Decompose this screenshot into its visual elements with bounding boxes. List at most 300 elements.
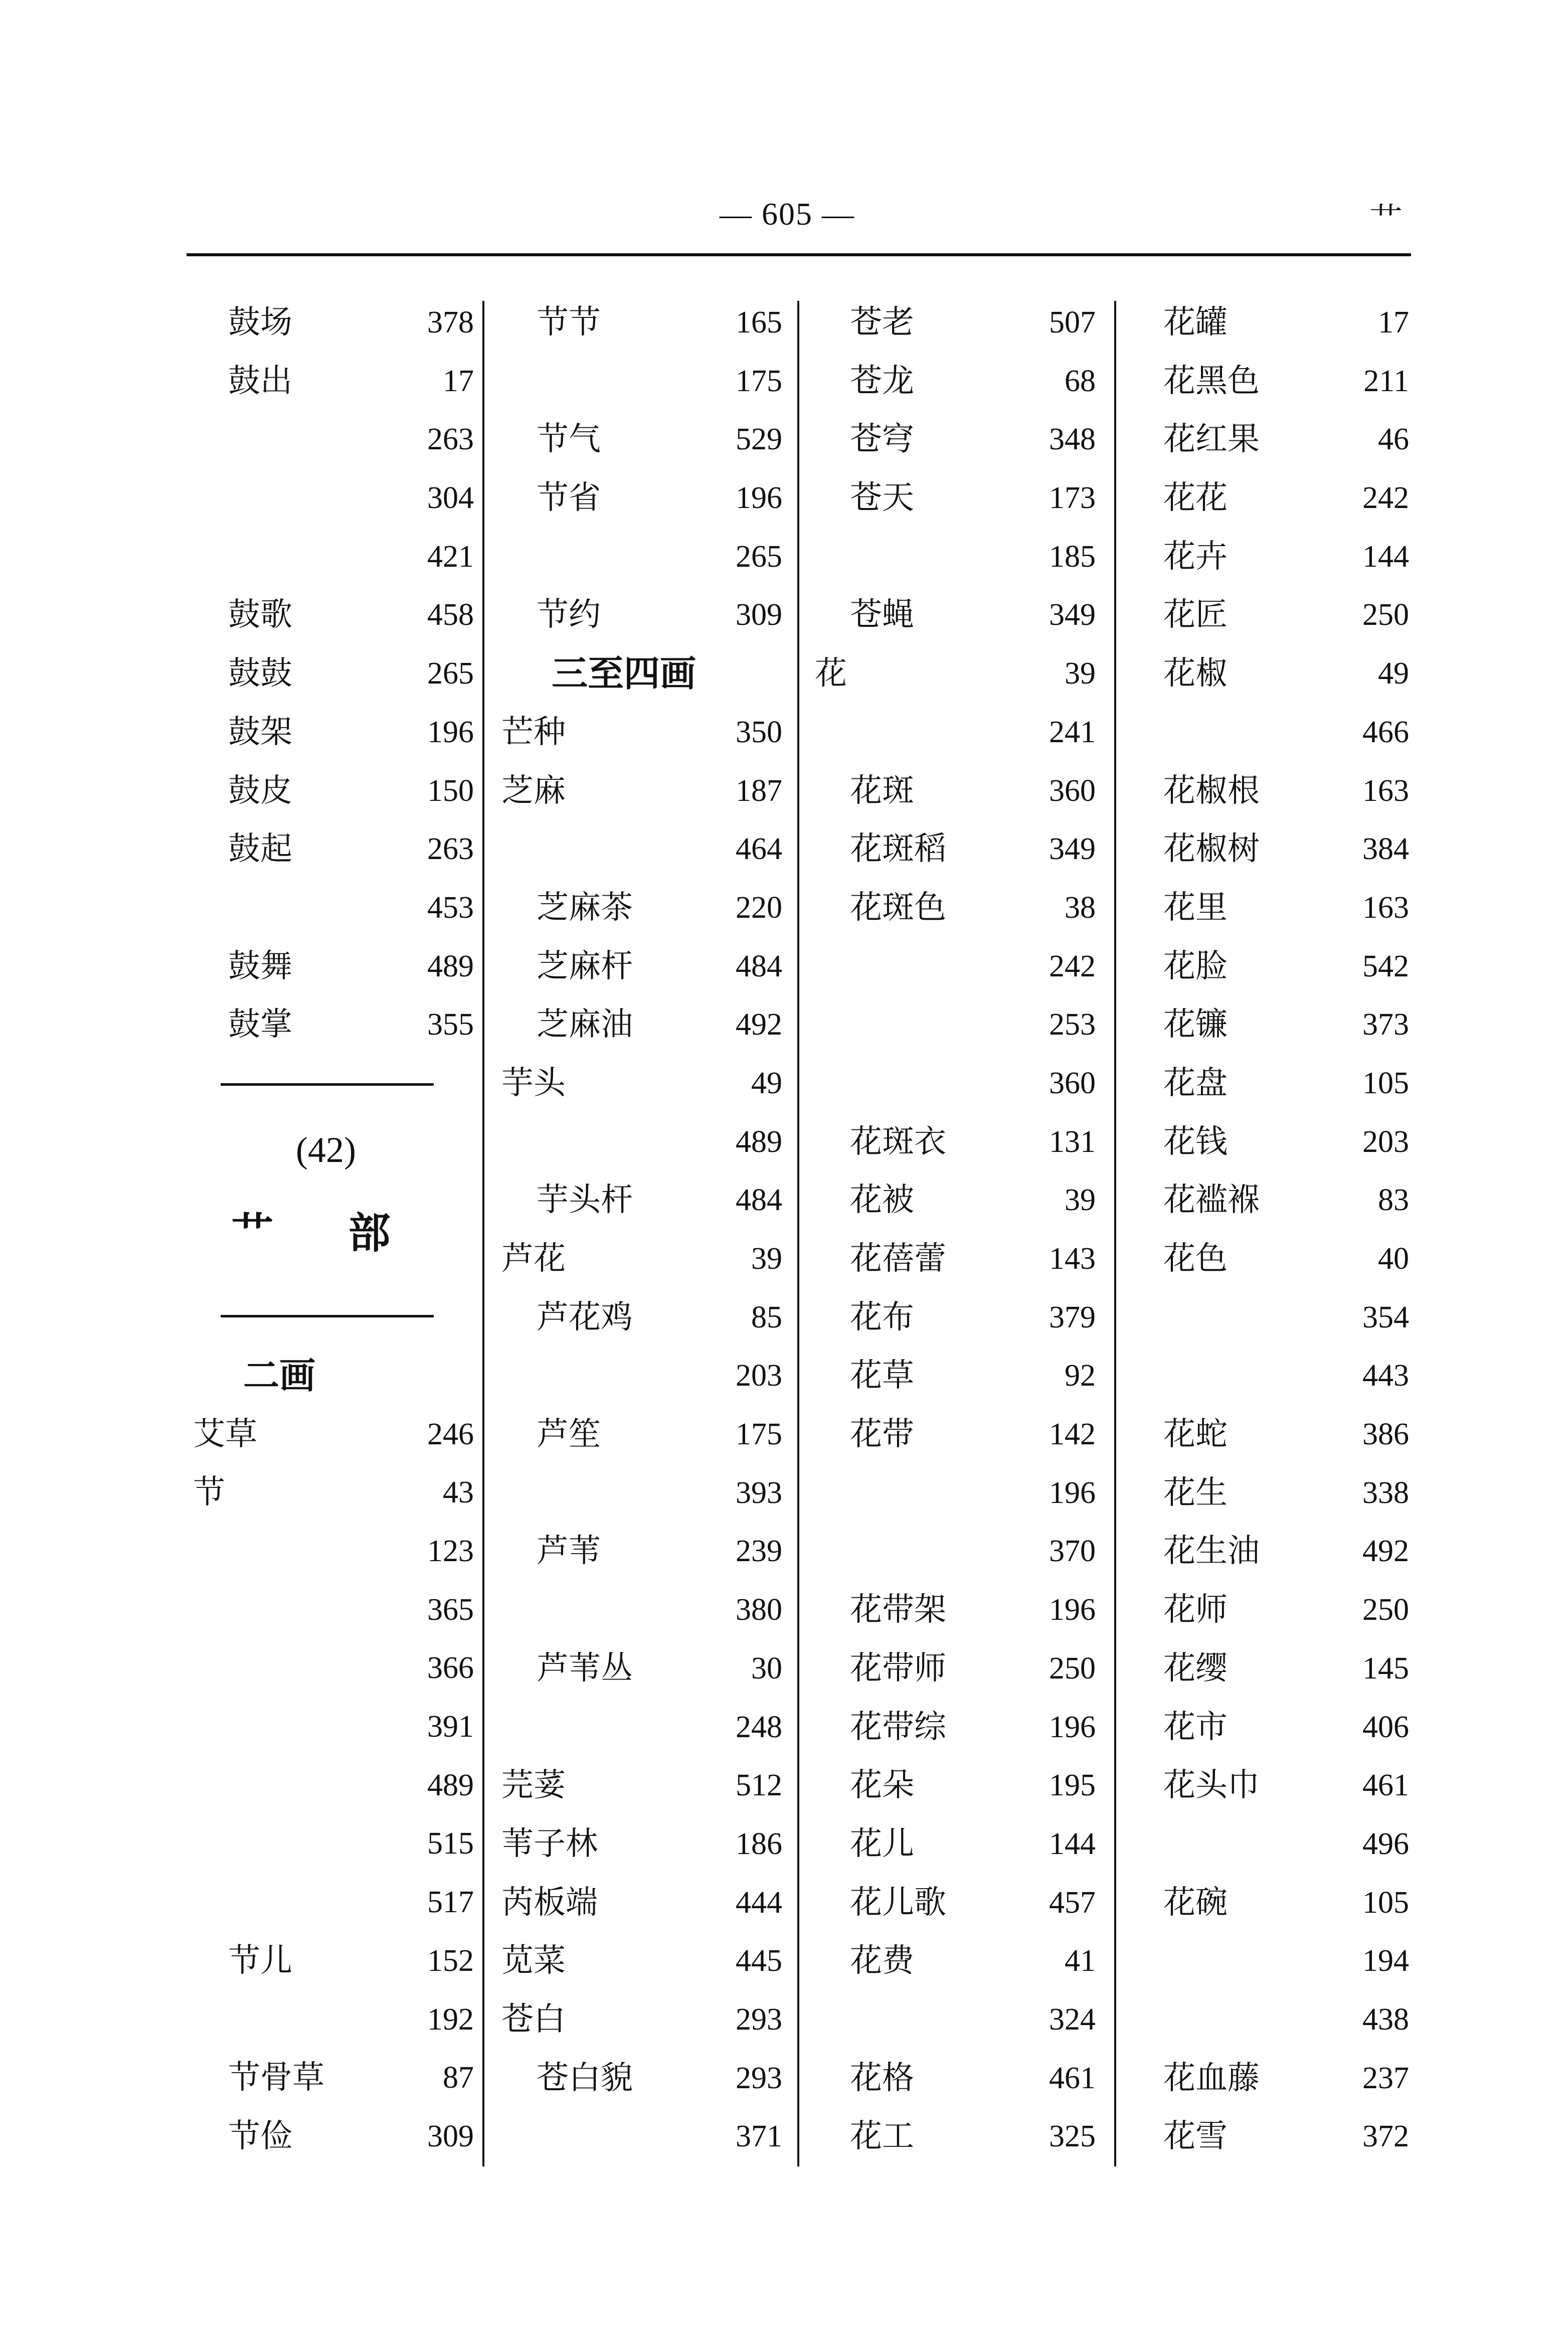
- index-entry: [501, 703, 782, 762]
- entry-page-number: 438: [1362, 2002, 1409, 2037]
- entry-term: 节节: [537, 304, 601, 341]
- entry-page-number: 142: [1049, 1417, 1096, 1452]
- entry-page-number: 144: [1049, 1826, 1096, 1861]
- index-entry: [1128, 586, 1409, 644]
- entry-page-number: 379: [1049, 1300, 1096, 1334]
- entry-term: 花格: [850, 2059, 914, 2097]
- entry-page-number: 196: [427, 715, 474, 749]
- index-entry: [501, 1113, 782, 1171]
- index-entry: [815, 1230, 1096, 1288]
- index-entry: [815, 352, 1096, 411]
- entry-term: 芦花鸡: [537, 1298, 633, 1336]
- entry-page-number: 365: [427, 1592, 474, 1627]
- entry-term: 苇子林: [501, 1825, 598, 1863]
- entry-page-number: 445: [736, 1944, 782, 1978]
- entry-page-number: 366: [427, 1651, 474, 1686]
- entry-term: 苍白貌: [537, 2059, 633, 2097]
- entry-page-number: 175: [736, 364, 782, 398]
- entry-page-number: 489: [427, 1768, 474, 1802]
- index-entry: [501, 1171, 782, 1230]
- index-entry: [193, 762, 474, 820]
- entry-page-number: 444: [736, 1885, 782, 1920]
- entry-term: 花头巾: [1163, 1767, 1260, 1804]
- radical-tab: 艹: [1369, 201, 1403, 239]
- entry-page-number: 453: [427, 890, 474, 925]
- entry-page-number: 492: [1362, 1534, 1409, 1569]
- entry-page-number: 489: [427, 949, 474, 983]
- page-number: — 605 —: [720, 196, 855, 232]
- index-entry: [1128, 879, 1409, 937]
- entry-page-number: 360: [1049, 1066, 1096, 1100]
- entry-page-number: 85: [751, 1300, 782, 1334]
- entry-page-number: 391: [427, 1710, 474, 1744]
- index-entry: [1128, 1990, 1409, 2049]
- page-header: [0, 0, 1568, 261]
- entry-term: 花雪: [1163, 2118, 1228, 2155]
- entry-page-number: 350: [736, 715, 782, 749]
- index-entry: [501, 937, 782, 996]
- entry-term: 花生油: [1163, 1533, 1260, 1570]
- index-entry: [193, 937, 474, 996]
- entry-term: 花: [815, 655, 847, 693]
- entry-term: 芫荽: [501, 1767, 566, 1804]
- index-entry: [1128, 2049, 1409, 2108]
- entry-page-number: 529: [736, 422, 782, 457]
- index-entry: [501, 410, 782, 469]
- entry-term: 花师: [1163, 1591, 1228, 1629]
- index-entry: [1128, 937, 1409, 996]
- index-entry: [501, 528, 782, 586]
- entry-term: 苍龙: [850, 362, 914, 400]
- entry-page-number: 173: [1049, 481, 1096, 516]
- index-entry: [1128, 2107, 1409, 2166]
- entry-term: 花里: [1163, 889, 1228, 926]
- entry-term: 鼓舞: [228, 947, 292, 985]
- entry-term: 花生: [1163, 1474, 1228, 1512]
- entry-page-number: 324: [1049, 2002, 1096, 2037]
- entry-term: 花黑色: [1163, 362, 1260, 400]
- entry-page-number: 248: [736, 1710, 782, 1744]
- index-entry: [815, 1464, 1096, 1523]
- index-entry: [193, 1932, 474, 1990]
- entry-term: 芝麻: [501, 772, 566, 809]
- entry-page-number: 17: [1378, 305, 1409, 340]
- index-entry: [1128, 762, 1409, 820]
- index-entry: [815, 1405, 1096, 1464]
- index-entry: [1128, 995, 1409, 1054]
- entry-page-number: 237: [1362, 2061, 1409, 2095]
- entry-page-number: 461: [1049, 2061, 1096, 2095]
- index-entry: [193, 1463, 474, 1522]
- entry-page-number: 163: [1362, 773, 1409, 808]
- section-number: (42): [296, 1129, 356, 1170]
- entry-term: 鼓鼓: [228, 655, 292, 693]
- entry-page-number: 196: [1049, 1593, 1096, 1627]
- entry-page-number: 349: [1049, 832, 1096, 867]
- index-entry: [1128, 820, 1409, 879]
- index-entry: [193, 528, 474, 586]
- entry-term: 花市: [1163, 1708, 1228, 1746]
- entry-page-number: 196: [1049, 1475, 1096, 1510]
- entry-page-number: 211: [1363, 364, 1409, 398]
- entry-term: 鼓起: [228, 830, 292, 868]
- index-entry: [501, 1990, 782, 2049]
- entry-term: 花儿: [850, 1825, 914, 1863]
- index-entry: [501, 1815, 782, 1874]
- entry-page-number: 489: [736, 1124, 782, 1159]
- index-column-1: [193, 293, 474, 2166]
- section-rule: [221, 1083, 434, 1086]
- index-entry: [1128, 1288, 1409, 1347]
- entry-page-number: 68: [1065, 364, 1096, 398]
- entry-term: 花蓓蕾: [850, 1240, 946, 1277]
- entry-page-number: 373: [1362, 1008, 1409, 1042]
- entry-page-number: 265: [427, 656, 474, 691]
- index-entry: [501, 1288, 782, 1347]
- index-entry: [815, 1288, 1096, 1347]
- entry-page-number: 163: [1362, 890, 1409, 925]
- entry-page-number: 349: [1049, 598, 1096, 632]
- entry-page-number: 143: [1049, 1242, 1096, 1276]
- index-entry: [501, 879, 782, 937]
- entry-page-number: 263: [427, 422, 474, 457]
- entry-term: 节骨草: [228, 2059, 324, 2097]
- entry-page-number: 293: [736, 2002, 782, 2037]
- entry-page-number: 46: [1378, 422, 1409, 457]
- entry-term: 花色: [1163, 1240, 1228, 1277]
- index-entry: [815, 586, 1096, 644]
- entry-term: 芦苇: [537, 1533, 601, 1570]
- header-rule: [187, 253, 1411, 256]
- index-entry: [815, 1874, 1096, 1932]
- column-divider: [482, 301, 484, 2166]
- index-entry: [1128, 1639, 1409, 1698]
- index-entry: [815, 1815, 1096, 1874]
- entry-term: 芒种: [501, 713, 566, 751]
- entry-page-number: 421: [427, 539, 474, 574]
- index-entry: [815, 2107, 1096, 2166]
- index-entry: [193, 1756, 474, 1815]
- entry-page-number: 105: [1362, 1885, 1409, 1920]
- index-entry: [193, 1990, 474, 2049]
- entry-term: 花花: [1163, 479, 1228, 517]
- index-entry: [1128, 1054, 1409, 1113]
- entry-page-number: 105: [1362, 1066, 1409, 1100]
- index-entry: [1128, 528, 1409, 586]
- entry-term: 花褴褓: [1163, 1182, 1260, 1219]
- entry-term: 花带综: [850, 1708, 946, 1746]
- entry-page-number: 325: [1049, 2119, 1096, 2154]
- index-entry: [815, 1171, 1096, 1230]
- index-entry: [501, 1405, 782, 1464]
- index-entry: [815, 762, 1096, 820]
- index-entry: [815, 1347, 1096, 1405]
- index-entry: [1128, 1464, 1409, 1523]
- index-column-3: [815, 293, 1096, 2166]
- index-entry: [501, 1522, 782, 1581]
- index-entry: [193, 1873, 474, 1932]
- entry-term: 节俭: [228, 2117, 292, 2155]
- index-entry: [501, 1464, 782, 1523]
- entry-page-number: 195: [1049, 1768, 1096, 1803]
- entry-page-number: 175: [736, 1417, 782, 1452]
- index-entry: [1128, 469, 1409, 528]
- entry-term: 花椒: [1163, 655, 1228, 693]
- index-entry: [193, 1581, 474, 1639]
- entry-term: 芦花: [501, 1240, 566, 1277]
- entry-page-number: 39: [1065, 1183, 1096, 1218]
- index-entry: [815, 1522, 1096, 1581]
- entry-page-number: 250: [1049, 1651, 1096, 1686]
- index-entry: [193, 1814, 474, 1873]
- entry-term: 苋菜: [501, 1942, 566, 1980]
- entry-page-number: 194: [1362, 1944, 1409, 1978]
- index-entry: [193, 1522, 474, 1581]
- index-entry: [193, 703, 474, 762]
- index-entry: [193, 1639, 474, 1698]
- entry-term: 节气: [537, 421, 601, 458]
- entry-page-number: 371: [736, 2119, 782, 2154]
- entry-page-number: 187: [736, 773, 782, 808]
- entry-term: 花卉: [1163, 538, 1228, 575]
- index-entry: [815, 1054, 1096, 1113]
- entry-page-number: 246: [427, 1417, 474, 1451]
- stroke-count-heading: [193, 1347, 474, 1405]
- heading-text: 二画: [243, 1354, 316, 1397]
- entry-term: 芦笙: [537, 1416, 601, 1453]
- entry-page-number: 360: [1049, 773, 1096, 808]
- index-entry: [815, 528, 1096, 586]
- entry-page-number: 250: [1362, 1593, 1409, 1627]
- entry-page-number: 309: [427, 2119, 474, 2153]
- entry-page-number: 515: [427, 1826, 474, 1861]
- entry-term: 节省: [537, 479, 601, 517]
- entry-term: 花脸: [1163, 947, 1228, 985]
- entry-term: 鼓出: [228, 362, 292, 400]
- index-entry: [501, 1581, 782, 1639]
- section-heading: [193, 1054, 474, 1347]
- entry-term: 花椒根: [1163, 772, 1260, 809]
- entry-page-number: 49: [751, 1066, 782, 1100]
- index-entry: [1128, 1698, 1409, 1757]
- entry-term: 芝麻茶: [537, 889, 633, 926]
- entry-term: 花斑: [850, 772, 914, 809]
- entry-term: 鼓歌: [228, 596, 292, 634]
- entry-page-number: 309: [736, 598, 782, 632]
- index-entry: [193, 995, 474, 1054]
- index-entry: [815, 1932, 1096, 1990]
- entry-page-number: 17: [443, 364, 474, 398]
- index-entry: [815, 1698, 1096, 1757]
- index-entry: [815, 879, 1096, 937]
- index-entry: [1128, 1230, 1409, 1288]
- index-entry: [193, 410, 474, 469]
- entry-page-number: 30: [751, 1651, 782, 1686]
- index-entry: [501, 293, 782, 352]
- entry-term: 花朵: [850, 1767, 914, 1804]
- entry-page-number: 355: [427, 1008, 474, 1042]
- index-entry: [193, 820, 474, 879]
- entry-page-number: 123: [427, 1534, 474, 1568]
- index-entry: [815, 1639, 1096, 1698]
- entry-term: 花斑衣: [850, 1123, 946, 1160]
- entry-term: 花斑稻: [850, 830, 946, 868]
- index-entry: [501, 1874, 782, 1932]
- entry-term: 花红果: [1163, 421, 1260, 458]
- entry-page-number: 466: [1362, 715, 1409, 749]
- entry-page-number: 241: [1049, 715, 1096, 749]
- entry-term: 花罐: [1163, 304, 1228, 341]
- index-entry: [1128, 1815, 1409, 1874]
- index-entry: [193, 469, 474, 528]
- index-entry: [1128, 1347, 1409, 1405]
- index-entry: [1128, 644, 1409, 703]
- entry-page-number: 378: [427, 305, 474, 340]
- entry-term: 艾草: [193, 1415, 257, 1453]
- index-entry: [815, 410, 1096, 469]
- entry-page-number: 192: [427, 2002, 474, 2037]
- index-entry: [193, 352, 474, 411]
- heading-text: 三至四画: [552, 652, 696, 695]
- entry-term: 芋头杆: [537, 1182, 633, 1219]
- entry-page-number: 293: [736, 2061, 782, 2095]
- index-entry: [1128, 1756, 1409, 1815]
- index-entry: [501, 2107, 782, 2166]
- column-divider: [797, 301, 799, 2166]
- entry-page-number: 542: [1362, 949, 1409, 983]
- index-entry: [1128, 1932, 1409, 1990]
- entry-term: 节: [193, 1474, 225, 1512]
- entry-page-number: 87: [443, 2061, 474, 2095]
- entry-term: 花缨: [1163, 1649, 1228, 1687]
- entry-page-number: 242: [1049, 949, 1096, 983]
- entry-term: 芝麻杆: [537, 947, 633, 985]
- entry-page-number: 38: [1065, 890, 1096, 925]
- entry-page-number: 372: [1362, 2119, 1409, 2154]
- index-entry: [815, 1756, 1096, 1815]
- index-entry: [193, 293, 474, 352]
- entry-page-number: 265: [736, 539, 782, 574]
- entry-term: 花匠: [1163, 596, 1228, 634]
- entry-term: 花带师: [850, 1649, 946, 1687]
- entry-term: 花椒树: [1163, 830, 1260, 868]
- entry-page-number: 484: [736, 949, 782, 983]
- index-entry: [815, 469, 1096, 528]
- index-entry: [815, 1990, 1096, 2049]
- entry-term: 芝麻油: [537, 1006, 633, 1044]
- entry-page-number: 185: [1049, 539, 1096, 574]
- entry-page-number: 150: [427, 773, 474, 808]
- entry-term: 鼓架: [228, 713, 292, 751]
- entry-term: 苍白: [501, 2000, 566, 2038]
- entry-page-number: 304: [427, 481, 474, 516]
- entry-term: 花带架: [850, 1591, 946, 1629]
- entry-term: 鼓皮: [228, 772, 292, 809]
- entry-page-number: 39: [1065, 656, 1096, 691]
- entry-page-number: 384: [1362, 832, 1409, 867]
- index-entry: [1128, 1581, 1409, 1639]
- entry-term: 花斑色: [850, 889, 946, 926]
- index-entry: [501, 1639, 782, 1698]
- entry-page-number: 196: [1049, 1710, 1096, 1744]
- index-entry: [1128, 410, 1409, 469]
- entry-term: 节约: [537, 596, 601, 634]
- entry-term: 花带: [850, 1416, 914, 1453]
- entry-page-number: 39: [751, 1242, 782, 1276]
- index-entry: [815, 293, 1096, 352]
- entry-page-number: 203: [736, 1359, 782, 1393]
- index-entry: [815, 644, 1096, 703]
- index-entry: [1128, 1405, 1409, 1464]
- section-rule: [221, 1315, 434, 1317]
- entry-term: 花镰: [1163, 1006, 1228, 1044]
- index-column-4: [1128, 293, 1409, 2166]
- entry-page-number: 220: [736, 890, 782, 925]
- index-entry: [815, 820, 1096, 879]
- entry-page-number: 83: [1378, 1183, 1409, 1218]
- entry-page-number: 144: [1362, 539, 1409, 574]
- entry-page-number: 239: [736, 1534, 782, 1569]
- entry-page-number: 443: [1362, 1359, 1409, 1393]
- index-entry: [501, 352, 782, 411]
- index-entry: [1128, 703, 1409, 762]
- index-entry: [501, 2049, 782, 2108]
- index-entry: [1128, 1113, 1409, 1171]
- entry-page-number: 131: [1049, 1124, 1096, 1159]
- entry-page-number: 43: [443, 1475, 474, 1510]
- index-entry: [501, 1347, 782, 1405]
- entry-term: 芋头: [501, 1064, 566, 1102]
- entry-term: 花费: [850, 1942, 914, 1980]
- entry-term: 花工: [850, 2118, 914, 2155]
- entry-page-number: 253: [1049, 1008, 1096, 1042]
- entry-term: 苍蝇: [850, 596, 914, 634]
- index-entry: [501, 1756, 782, 1815]
- entry-term: 鼓掌: [228, 1006, 292, 1044]
- entry-term: 花钱: [1163, 1123, 1228, 1160]
- entry-page-number: 386: [1362, 1417, 1409, 1452]
- index-entry: [193, 2049, 474, 2107]
- entry-term: 节儿: [228, 1942, 292, 1979]
- entry-page-number: 512: [736, 1768, 782, 1803]
- entry-term: 花儿歌: [850, 1884, 946, 1921]
- entry-term: 苍老: [850, 304, 914, 341]
- entry-page-number: 517: [427, 1885, 474, 1920]
- entry-page-number: 49: [1378, 656, 1409, 691]
- entry-page-number: 354: [1362, 1300, 1409, 1334]
- entry-page-number: 165: [736, 305, 782, 340]
- stroke-count-heading: [501, 644, 782, 703]
- entry-term: 芦苇丛: [537, 1649, 633, 1687]
- index-entry: [501, 1932, 782, 1990]
- index-entry: [1128, 1171, 1409, 1230]
- entry-term: 芮板端: [501, 1884, 598, 1921]
- section-title: 艹 部: [231, 1208, 421, 1258]
- index-entry: [815, 1581, 1096, 1639]
- index-entry: [501, 469, 782, 528]
- entry-term: 鼓场: [228, 304, 292, 341]
- entry-term: 花布: [850, 1298, 914, 1336]
- index-entry: [193, 644, 474, 703]
- index-entry: [815, 995, 1096, 1054]
- index-entry: [501, 995, 782, 1054]
- entry-page-number: 406: [1362, 1710, 1409, 1744]
- entry-page-number: 338: [1362, 1475, 1409, 1510]
- index-entry: [193, 879, 474, 937]
- entry-term: 花蛇: [1163, 1416, 1228, 1453]
- entry-page-number: 496: [1362, 1826, 1409, 1861]
- entry-term: 花草: [850, 1357, 914, 1395]
